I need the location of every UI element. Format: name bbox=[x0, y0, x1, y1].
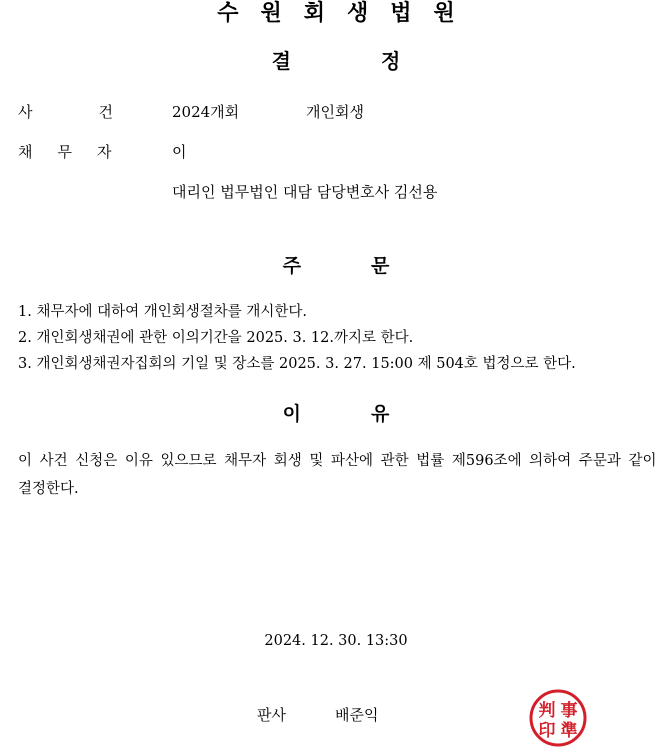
document-type: 결정 bbox=[271, 49, 491, 73]
order-item-2: 2. 개인회생채권에 관한 이의기간을 2025. 3. 12.까지로 한다. bbox=[18, 330, 414, 346]
judge-name: 배준익 bbox=[335, 706, 379, 724]
judge-seal bbox=[528, 688, 588, 748]
debtor-name: 이 bbox=[172, 143, 187, 161]
seal-char-4: 準 bbox=[560, 721, 578, 741]
seal-char-1: 判 bbox=[538, 701, 556, 721]
order-heading: 주문 bbox=[282, 255, 460, 277]
decision-datetime: 2024. 12. 30. 13:30 bbox=[264, 633, 408, 649]
seal-char-2: 事 bbox=[560, 701, 578, 721]
case-label: 사건 bbox=[18, 103, 179, 121]
court-name: 수원회생법원 bbox=[217, 1, 477, 26]
reason-text: 이 사건 신청은 이유 있으므로 채무자 회생 및 파산에 관한 법률 제596조에 의하여 주문과 같이 결정한다. bbox=[18, 453, 657, 497]
debtor-label: 채무자 bbox=[18, 143, 137, 161]
judge-title: 판사 bbox=[257, 706, 286, 724]
reason-heading: 이유 bbox=[282, 403, 460, 425]
seal-char-3: 印 bbox=[538, 721, 556, 741]
seal-icon bbox=[528, 688, 588, 748]
order-item-3: 3. 개인회생채권자집회의 기일 및 장소를 2025. 3. 27. 15:00 제 504호 법정으로 한다. bbox=[18, 356, 576, 372]
debtor-agent: 대리인 법무법인 대담 담당변호사 김선용 bbox=[172, 183, 438, 201]
case-type: 개인회생 bbox=[306, 103, 364, 121]
case-number: 2024개회 bbox=[172, 103, 240, 121]
order-item-1: 1. 채무자에 대하여 개인회생절차를 개시한다. bbox=[18, 304, 308, 320]
